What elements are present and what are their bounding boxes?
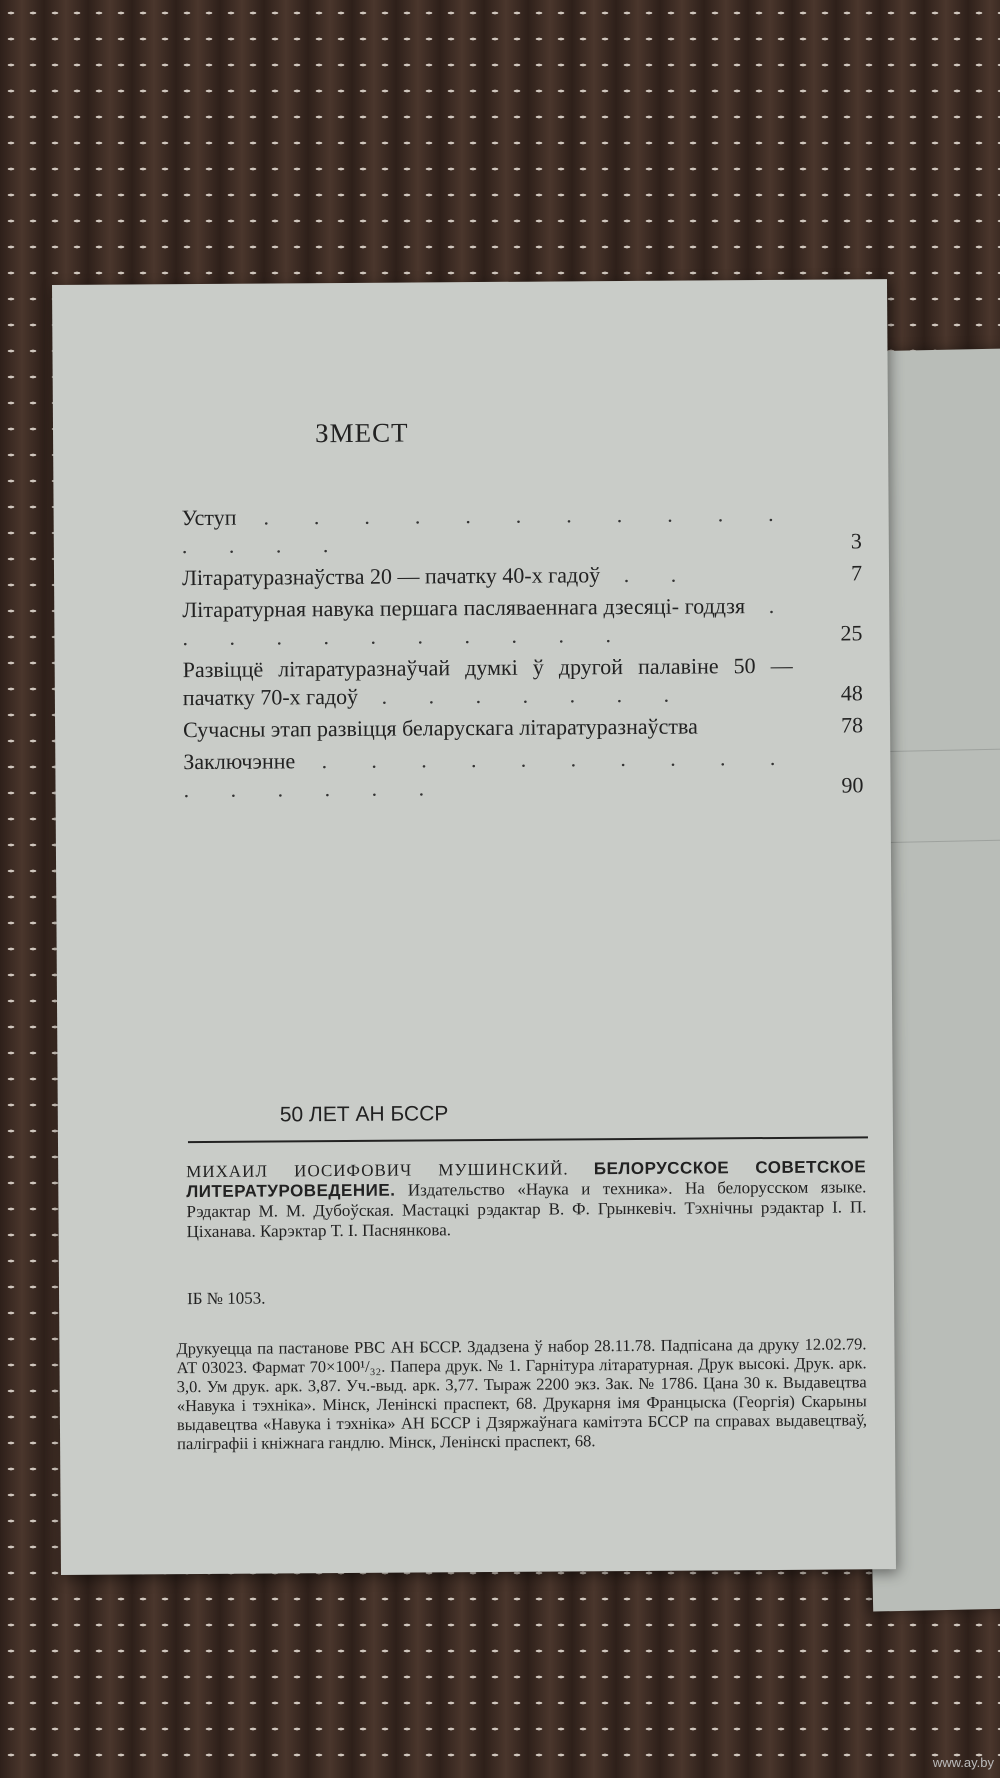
toc-leader: . . . . . . . . . . . . . . . . — [183, 744, 794, 803]
divider-rule — [188, 1136, 868, 1143]
printing-info: Друкуецца па пастанове РВС АН БССР. Здадзена ў набор 28.11.78. Падпісана да друку 12.02.79. АТ 03023. Фармат 70×100¹/₃₂. Папера друк. № 1. Гарнітура літаратурная. Друк высокі. Друк. арк. 3,0. Ум друк. арк. 3,87. Уч.-выд. арк. 3,77. Тыраж 2200 экз. Зак. № 1786. Цана 30 к. Выдавецтва «Навука і тэхніка». Мінск, Ленінскі праспект, 68. Друкарня імя Францыска (Георгія) Скарыны выдавецтва «Навука і тэхніка» АН БССР і Дзяржаўнага камітэта БССР па справах выдавецтваў, паліграфіі і кніжнага гандлю. Мінск, Ленінскі праспект, 68. — [176, 1334, 868, 1454]
toc-item — [182, 591, 862, 652]
toc-item-text: Заключэнне — [183, 748, 296, 775]
toc-item-text: Сучасны этап развіцця беларускага літаратуразнаўства — [183, 713, 698, 743]
book-page — [52, 279, 896, 1575]
toc-list — [182, 499, 864, 808]
toc-item — [183, 743, 863, 804]
series-title: 50 ЛЕТ АН БССР — [279, 1102, 449, 1127]
toc-item-text: Развіццё літаратуразнаўчай думкі ў другой палавіне 50 — пачатку 70-х гадоў — [182, 652, 793, 711]
facing-page-fold — [875, 748, 1000, 843]
toc-page-number: 90 — [841, 772, 864, 798]
toc-item — [182, 559, 862, 592]
toc-item-text: Уступ — [181, 504, 237, 531]
imprint-details: Издательство «Наука и техника». На белорусском языке. Рэдактар М. М. Дубоўская. Мастацкі рэдактар В. Ф. Грынкевіч. Тэхнічны рэдактар І. П. Ціханава. Карэктар Т. І. Паснянкова. — [186, 1177, 867, 1242]
toc-item — [183, 711, 863, 744]
toc-item-text: Літаратурная навука першага пасляваеннага дзесяці- годдзя — [182, 593, 746, 623]
toc-page-number: 25 — [840, 620, 863, 646]
toc-leader: . . . . . . . . . . . . . . . — [181, 500, 792, 559]
toc-page-number: 78 — [841, 712, 864, 738]
toc-page-number: 7 — [850, 560, 863, 586]
toc-title: ЗМЕСТ — [314, 417, 409, 449]
watermark: www.ay.by — [932, 1755, 994, 1770]
toc-leader: . . . . . . . . . . . — [182, 592, 793, 651]
toc-page-number: 3 — [850, 528, 862, 554]
ib-number: ІБ № 1053. — [187, 1288, 266, 1309]
toc-item-text: Літаратуразнаўства 20 — пачатку 40-х гадоў — [181, 562, 601, 591]
toc-leader: . . — [600, 561, 695, 588]
imprint-book-title: БЕЛОРУССКОЕ СОВЕТСКОЕ ЛИТЕРАТУРОВЕДЕНИЕ. — [186, 1157, 867, 1202]
toc-item — [182, 499, 862, 560]
toc-item — [183, 651, 863, 712]
imprint-block — [186, 1157, 867, 1242]
toc-page-number: 48 — [840, 680, 863, 706]
imprint-author: МИХАИЛ ИОСИФОВИЧ МУШИНСКИЙ. — [186, 1159, 569, 1182]
toc-leader: . . . . . . . — [358, 681, 688, 709]
